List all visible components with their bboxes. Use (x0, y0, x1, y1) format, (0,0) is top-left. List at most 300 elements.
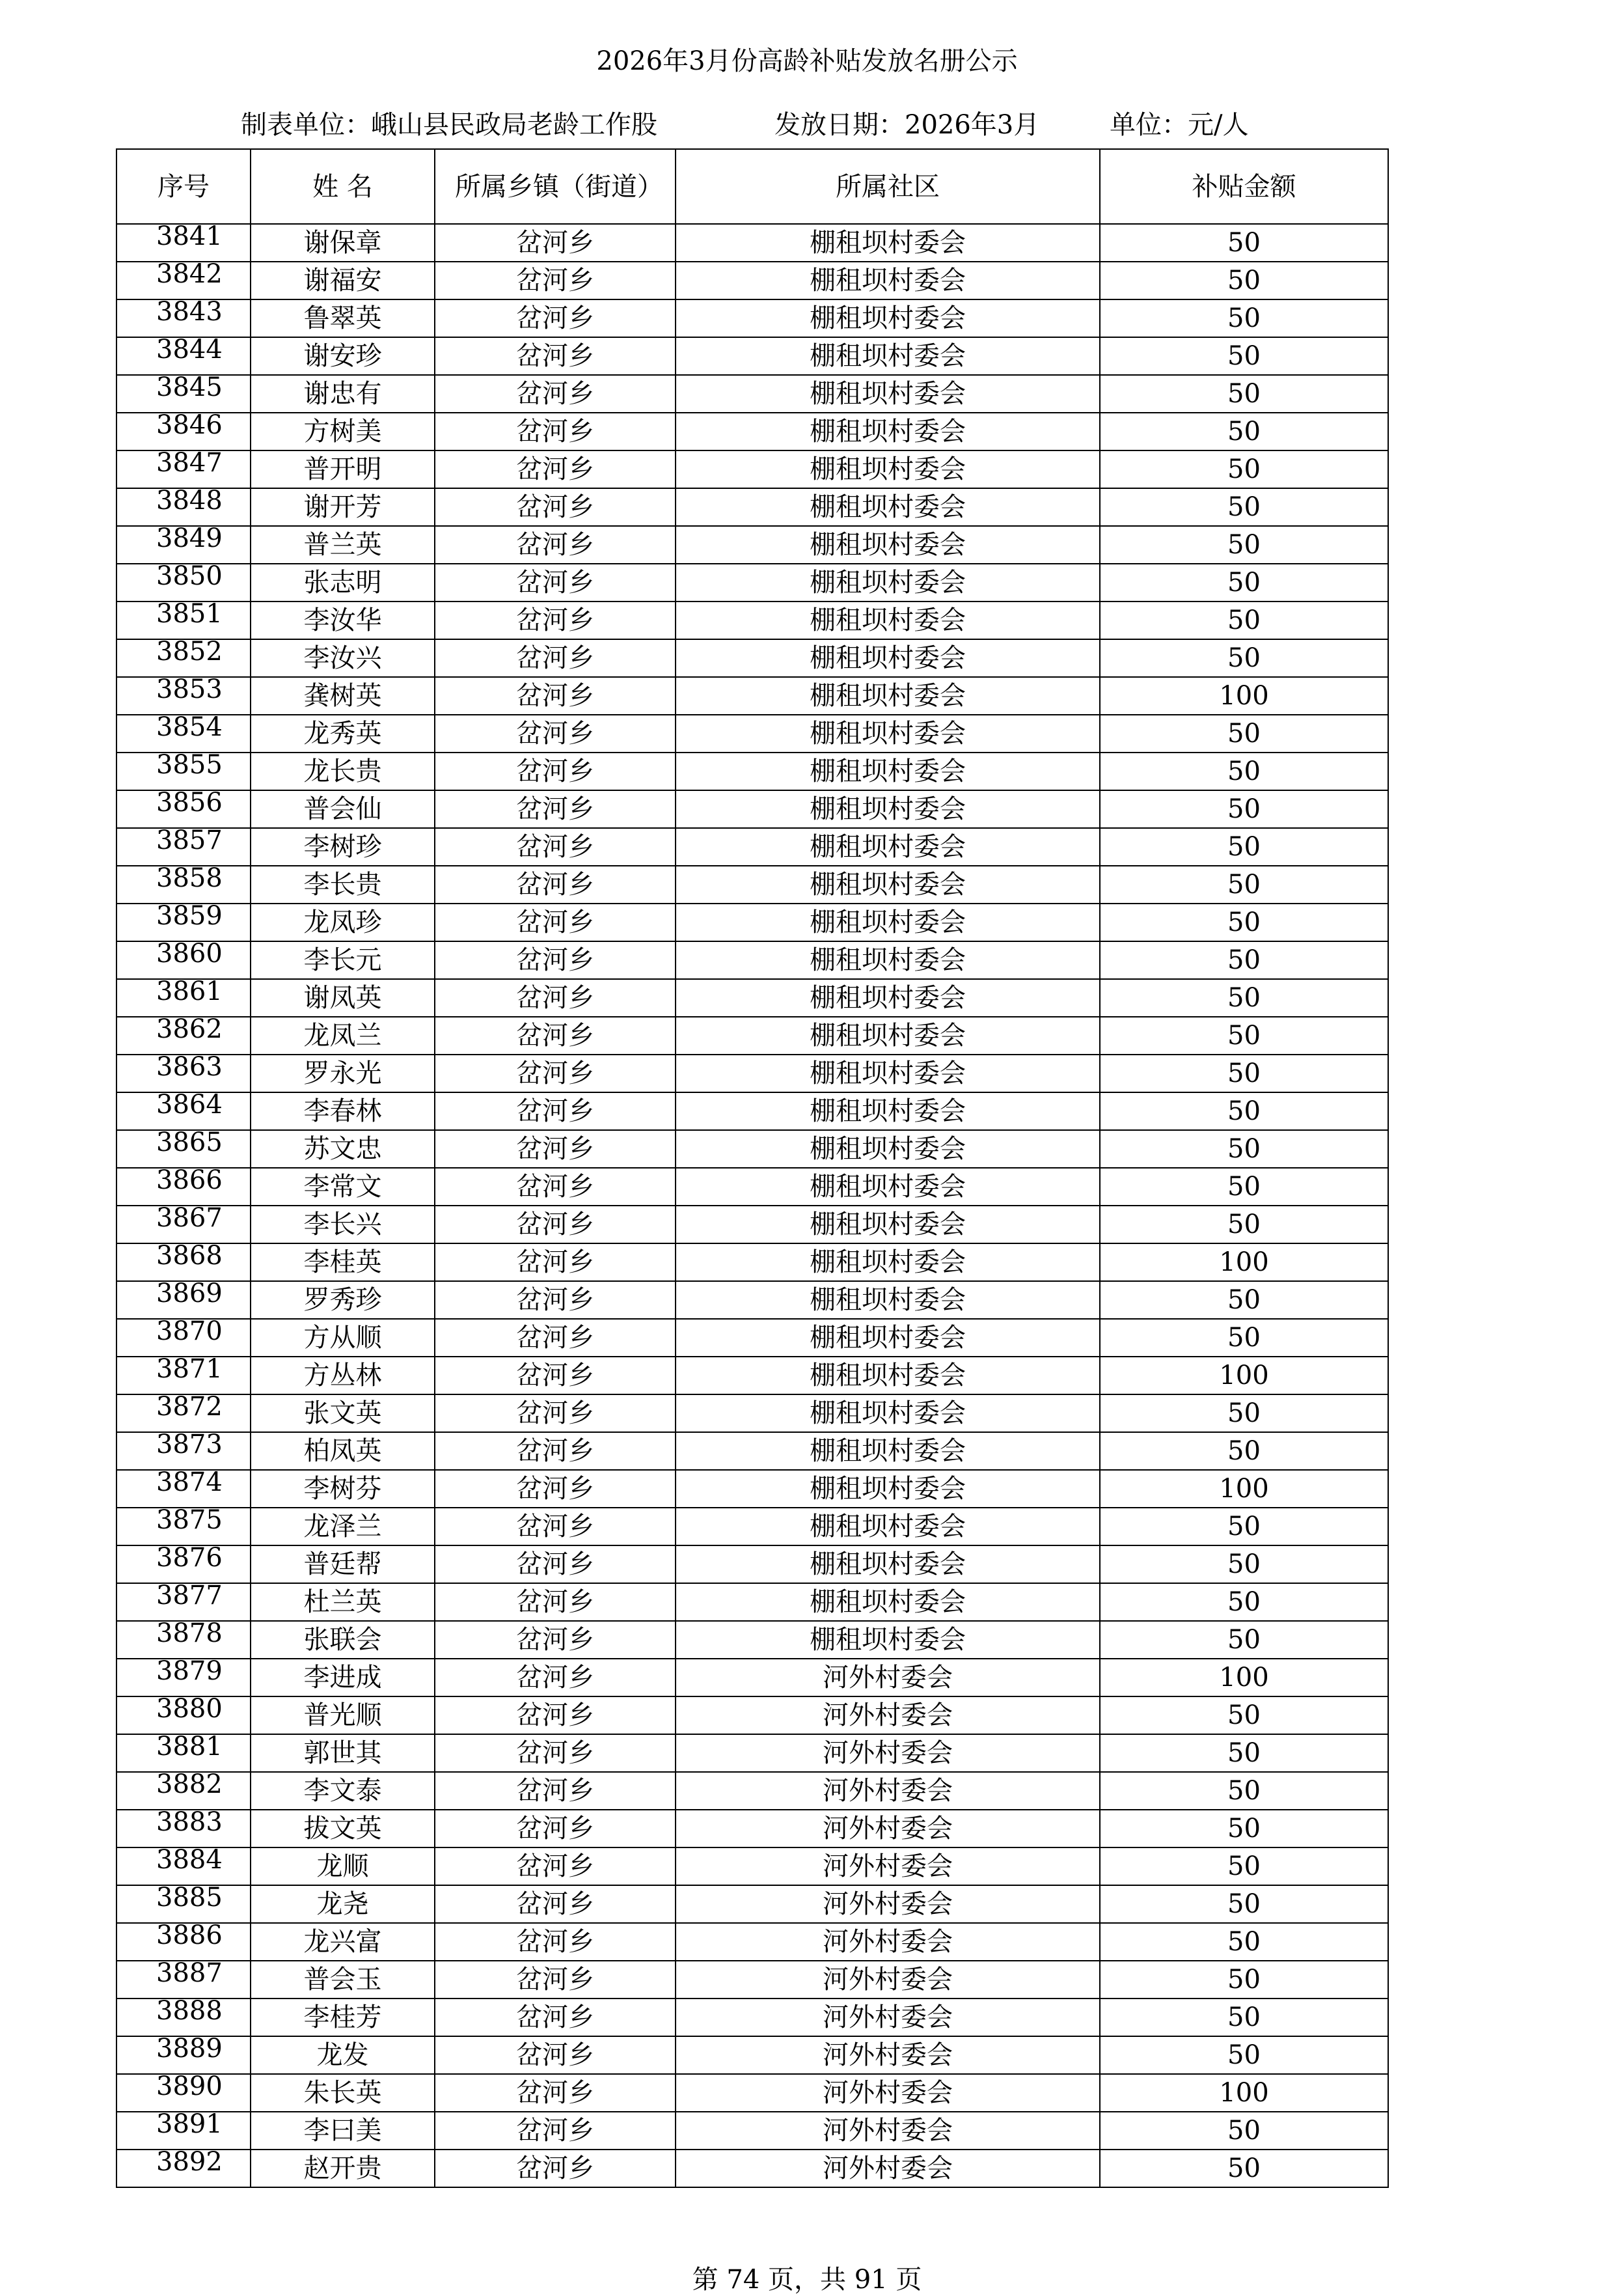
cell-community (676, 2036, 1100, 2074)
cell-name-text: 郭世其 (303, 1738, 382, 1768)
cell-town (435, 1810, 676, 1847)
cell-name-text: 龙尧 (316, 1889, 369, 1919)
cell-name (251, 1621, 435, 1659)
cell-name-text: 谢安珍 (303, 341, 382, 371)
cell-community (676, 1432, 1100, 1470)
cell-community (676, 1281, 1100, 1319)
cell-name-text: 普开明 (303, 454, 382, 484)
header-amount: 补贴金额 (1100, 149, 1388, 224)
cell-amount-text: 50 (1227, 1134, 1261, 1164)
table-row (116, 1470, 1388, 1508)
cell-index-text: 3857 (156, 828, 223, 855)
cell-name (251, 564, 435, 602)
cell-town-text: 岔河乡 (516, 1021, 594, 1051)
table-row (116, 299, 1388, 337)
cell-community-text: 棚租坝村委会 (810, 568, 966, 598)
cell-amount (1100, 1281, 1388, 1319)
cell-town-text: 岔河乡 (516, 454, 594, 484)
cell-index (116, 1206, 251, 1243)
cell-name-text: 李树珍 (303, 832, 382, 862)
table-row (116, 1734, 1388, 1772)
cell-index-text: 3879 (156, 1659, 223, 1686)
cell-community-text: 棚租坝村委会 (810, 530, 966, 560)
cell-amount-text: 50 (1227, 530, 1261, 560)
cell-town (435, 299, 676, 337)
cell-index-text: 3889 (156, 2036, 223, 2064)
cell-name-text: 龙秀英 (303, 719, 382, 749)
cell-name (251, 1319, 435, 1357)
cell-community (676, 1961, 1100, 1999)
cell-community-text: 河外村委会 (823, 2078, 953, 2108)
cell-amount-text: 50 (1227, 2153, 1261, 2183)
cell-community-text: 棚租坝村委会 (810, 756, 966, 786)
cell-town-text: 岔河乡 (516, 1549, 594, 1579)
table-row (116, 1923, 1388, 1961)
cell-community (676, 904, 1100, 941)
cell-town-text: 岔河乡 (516, 1398, 594, 1428)
table-row (116, 1961, 1388, 1999)
cell-town (435, 1017, 676, 1055)
cell-amount-text: 50 (1227, 1285, 1261, 1315)
table-row (116, 1055, 1388, 1092)
cell-community-text: 河外村委会 (823, 1965, 953, 1995)
cell-community (676, 1583, 1100, 1621)
cell-amount (1100, 866, 1388, 904)
table-row (116, 2150, 1388, 2187)
cell-amount-text: 50 (1227, 266, 1261, 296)
cell-town-text: 岔河乡 (516, 1814, 594, 1844)
cell-community (676, 413, 1100, 450)
cell-name (251, 1168, 435, 1206)
table-row (116, 828, 1388, 866)
cell-town (435, 1206, 676, 1243)
cell-index (116, 299, 251, 337)
cell-amount (1100, 1017, 1388, 1055)
cell-amount (1100, 1357, 1388, 1394)
cell-amount-text: 50 (1227, 1210, 1261, 1239)
cell-name-text: 龙顺 (316, 1851, 369, 1881)
cell-community-text: 棚租坝村委会 (810, 1096, 966, 1126)
table-row (116, 1847, 1388, 1885)
cell-town (435, 790, 676, 828)
cell-index-text: 3865 (156, 1130, 223, 1157)
cell-town (435, 1432, 676, 1470)
cell-name-text: 李文泰 (303, 1776, 382, 1806)
cell-amount-text: 100 (1219, 1474, 1269, 1504)
cell-amount (1100, 1583, 1388, 1621)
cell-community (676, 1394, 1100, 1432)
table-row (116, 2112, 1388, 2150)
table-row (116, 1168, 1388, 1206)
cell-index (116, 488, 251, 526)
cell-community (676, 790, 1100, 828)
cell-community-text: 河外村委会 (823, 2002, 953, 2032)
cell-town (435, 1319, 676, 1357)
cell-name-text: 罗永光 (303, 1058, 382, 1088)
cell-amount (1100, 2112, 1388, 2150)
cell-community (676, 1659, 1100, 1696)
table-row (116, 224, 1388, 262)
cell-index-text: 3883 (156, 1810, 223, 1837)
cell-name-text: 鲁翠英 (303, 303, 382, 333)
cell-index (116, 715, 251, 753)
cell-name-text: 拔文英 (303, 1814, 382, 1844)
cell-town-text: 岔河乡 (516, 1663, 594, 1693)
cell-amount (1100, 1055, 1388, 1092)
cell-town (435, 1659, 676, 1696)
cell-amount (1100, 979, 1388, 1017)
cell-town-text: 岔河乡 (516, 1512, 594, 1542)
cell-index (116, 904, 251, 941)
cell-town (435, 1281, 676, 1319)
cell-amount-text: 50 (1227, 1398, 1261, 1428)
cell-name-text: 张志明 (303, 568, 382, 598)
cell-amount (1100, 941, 1388, 979)
cell-town-text: 岔河乡 (516, 794, 594, 824)
cell-name (251, 1432, 435, 1470)
cell-amount-text: 100 (1219, 1663, 1269, 1693)
cell-amount-text: 100 (1219, 1247, 1269, 1277)
cell-index-text: 3860 (156, 941, 223, 969)
cell-index (116, 941, 251, 979)
cell-town (435, 828, 676, 866)
cell-amount-text: 50 (1227, 870, 1261, 900)
cell-amount (1100, 526, 1388, 564)
cell-index-text: 3871 (156, 1357, 223, 1384)
cell-name-text: 李长兴 (303, 1210, 382, 1239)
cell-town-text: 岔河乡 (516, 1361, 594, 1390)
cell-name-text: 柏凤英 (303, 1436, 382, 1466)
cell-amount (1100, 1847, 1388, 1885)
cell-name (251, 602, 435, 639)
cell-community-text: 棚租坝村委会 (810, 1323, 966, 1353)
table-row (116, 1092, 1388, 1130)
cell-amount (1100, 677, 1388, 715)
cell-town (435, 941, 676, 979)
cell-index (116, 1017, 251, 1055)
cell-index (116, 1583, 251, 1621)
cell-community (676, 1470, 1100, 1508)
cell-name-text: 龙长贵 (303, 756, 382, 786)
cell-community (676, 488, 1100, 526)
cell-name-text: 李进成 (303, 1663, 382, 1693)
cell-town-text: 岔河乡 (516, 832, 594, 862)
cell-index (116, 1470, 251, 1508)
cell-community-text: 河外村委会 (823, 1889, 953, 1919)
cell-town-text: 岔河乡 (516, 2040, 594, 2070)
cell-town-text: 岔河乡 (516, 530, 594, 560)
cell-amount (1100, 337, 1388, 375)
cell-town-text: 岔河乡 (516, 1134, 594, 1164)
table-row (116, 1281, 1388, 1319)
cell-amount (1100, 828, 1388, 866)
cell-community-text: 棚租坝村委会 (810, 417, 966, 447)
cell-amount-text: 50 (1227, 1851, 1261, 1881)
cell-community-text: 棚租坝村委会 (810, 1436, 966, 1466)
cell-index (116, 866, 251, 904)
cell-name (251, 1734, 435, 1772)
cell-index-text: 3842 (156, 262, 223, 289)
cell-index-text: 3877 (156, 1583, 223, 1611)
cell-index (116, 526, 251, 564)
cell-name (251, 941, 435, 979)
cell-index (116, 1243, 251, 1281)
cell-amount (1100, 753, 1388, 790)
cell-community (676, 1734, 1100, 1772)
cell-town (435, 337, 676, 375)
table-row (116, 1999, 1388, 2036)
cell-index (116, 1508, 251, 1545)
cell-amount (1100, 1961, 1388, 1999)
issue-date: 发放日期：2026年3月 (774, 110, 1040, 140)
cell-name-text: 李长元 (303, 945, 382, 975)
table-row (116, 1243, 1388, 1281)
cell-community (676, 1319, 1100, 1357)
cell-name-text: 普会玉 (303, 1965, 382, 1995)
cell-community-text: 河外村委会 (823, 2153, 953, 2183)
cell-town-text: 岔河乡 (516, 605, 594, 635)
cell-community-text: 河外村委会 (823, 1700, 953, 1730)
cell-name-text: 赵开贵 (303, 2153, 382, 2183)
cell-index (116, 1621, 251, 1659)
cell-town-text: 岔河乡 (516, 1436, 594, 1466)
cell-community (676, 450, 1100, 488)
cell-name (251, 2036, 435, 2074)
cell-town-text: 岔河乡 (516, 1285, 594, 1315)
cell-community-text: 棚租坝村委会 (810, 1285, 966, 1315)
cell-name (251, 1357, 435, 1394)
cell-amount-text: 50 (1227, 1436, 1261, 1466)
cell-amount (1100, 375, 1388, 413)
cell-amount-text: 50 (1227, 379, 1261, 409)
cell-index (116, 2036, 251, 2074)
cell-name-text: 谢保章 (303, 228, 382, 258)
cell-town-text: 岔河乡 (516, 2002, 594, 2032)
cell-amount (1100, 2074, 1388, 2112)
table-row (116, 375, 1388, 413)
cell-name (251, 1583, 435, 1621)
cell-name-text: 杜兰英 (303, 1587, 382, 1617)
cell-amount (1100, 1734, 1388, 1772)
cell-amount (1100, 262, 1388, 299)
cell-name (251, 1206, 435, 1243)
cell-amount (1100, 715, 1388, 753)
cell-community (676, 1092, 1100, 1130)
cell-town-text: 岔河乡 (516, 417, 594, 447)
cell-town-text: 岔河乡 (516, 643, 594, 673)
cell-name (251, 979, 435, 1017)
cell-index (116, 1961, 251, 1999)
cell-index (116, 1168, 251, 1206)
cell-town (435, 1545, 676, 1583)
cell-town (435, 450, 676, 488)
table-row (116, 2036, 1388, 2074)
cell-amount (1100, 2150, 1388, 2187)
cell-name (251, 1772, 435, 1810)
cell-community (676, 1130, 1100, 1168)
cell-name (251, 2074, 435, 2112)
cell-index-text: 3841 (156, 224, 223, 251)
cell-name (251, 828, 435, 866)
cell-index (116, 2150, 251, 2187)
cell-index (116, 1281, 251, 1319)
cell-community (676, 1168, 1100, 1206)
header-town: 所属乡镇（街道） (435, 149, 676, 224)
cell-index (116, 1923, 251, 1961)
table-row (116, 1659, 1388, 1696)
cell-name-text: 方从顺 (303, 1323, 382, 1353)
cell-name-text: 张文英 (303, 1398, 382, 1428)
cell-community (676, 1206, 1100, 1243)
cell-amount (1100, 1168, 1388, 1206)
cell-index (116, 2074, 251, 2112)
cell-index-text: 3888 (156, 1999, 223, 2026)
table-row (116, 677, 1388, 715)
subsidy-table (116, 148, 1389, 2188)
cell-town (435, 602, 676, 639)
cell-town (435, 753, 676, 790)
cell-amount-text: 50 (1227, 454, 1261, 484)
cell-amount (1100, 1394, 1388, 1432)
cell-community (676, 1621, 1100, 1659)
cell-name (251, 1696, 435, 1734)
cell-amount-text: 50 (1227, 2002, 1261, 2032)
cell-index (116, 1055, 251, 1092)
cell-community (676, 602, 1100, 639)
cell-amount-text: 50 (1227, 756, 1261, 786)
cell-amount (1100, 1092, 1388, 1130)
cell-community (676, 1243, 1100, 1281)
table-row (116, 1696, 1388, 1734)
cell-town (435, 1885, 676, 1923)
cell-index-text: 3848 (156, 488, 223, 516)
cell-index (116, 639, 251, 677)
cell-name-text: 张联会 (303, 1625, 382, 1655)
cell-town (435, 1470, 676, 1508)
cell-amount-text: 50 (1227, 907, 1261, 937)
cell-amount (1100, 299, 1388, 337)
cell-town-text: 岔河乡 (516, 1965, 594, 1995)
cell-community-text: 棚租坝村委会 (810, 303, 966, 333)
cell-town-text: 岔河乡 (516, 870, 594, 900)
table-body (116, 224, 1388, 2187)
cell-amount (1100, 1470, 1388, 1508)
cell-index-text: 3881 (156, 1734, 223, 1762)
table-row (116, 1130, 1388, 1168)
cell-town-text: 岔河乡 (516, 266, 594, 296)
cell-index (116, 564, 251, 602)
cell-amount (1100, 1206, 1388, 1243)
cell-index-text: 3846 (156, 413, 223, 440)
cell-name (251, 2112, 435, 2150)
table-row (116, 1621, 1388, 1659)
cell-community (676, 526, 1100, 564)
cell-community-text: 河外村委会 (823, 2040, 953, 2070)
cell-community (676, 375, 1100, 413)
cell-town (435, 1243, 676, 1281)
cell-amount-text: 50 (1227, 1096, 1261, 1126)
cell-town-text: 岔河乡 (516, 1172, 594, 1202)
cell-town (435, 677, 676, 715)
table-row (116, 564, 1388, 602)
cell-town-text: 岔河乡 (516, 1738, 594, 1768)
cell-name (251, 1999, 435, 2036)
cell-amount (1100, 1130, 1388, 1168)
cell-index (116, 828, 251, 866)
cell-community-text: 河外村委会 (823, 1738, 953, 1768)
cell-amount (1100, 639, 1388, 677)
cell-town-text: 岔河乡 (516, 907, 594, 937)
cell-index (116, 1432, 251, 1470)
cell-index-text: 3878 (156, 1621, 223, 1648)
cell-amount (1100, 1432, 1388, 1470)
cell-name-text: 李汝华 (303, 605, 382, 635)
table-row (116, 1885, 1388, 1923)
cell-index-text: 3870 (156, 1319, 223, 1346)
cell-town (435, 639, 676, 677)
cell-community-text: 棚租坝村委会 (810, 907, 966, 937)
table-row (116, 602, 1388, 639)
cell-index (116, 1999, 251, 2036)
cell-amount-text: 50 (1227, 794, 1261, 824)
cell-name-text: 李桂芳 (303, 2002, 382, 2032)
cell-community (676, 941, 1100, 979)
cell-community (676, 1885, 1100, 1923)
cell-name-text: 龙泽兰 (303, 1512, 382, 1542)
cell-name (251, 1923, 435, 1961)
cell-name (251, 413, 435, 450)
cell-index-text: 3890 (156, 2074, 223, 2101)
cell-amount-text: 50 (1227, 1172, 1261, 1202)
cell-name (251, 299, 435, 337)
cell-community (676, 299, 1100, 337)
table-row (116, 526, 1388, 564)
cell-index-text: 3869 (156, 1281, 223, 1308)
cell-community-text: 棚租坝村委会 (810, 492, 966, 522)
header-index: 序号 (116, 149, 251, 224)
table-row (116, 262, 1388, 299)
cell-index (116, 1092, 251, 1130)
cell-index-text: 3891 (156, 2112, 223, 2139)
cell-amount-text: 50 (1227, 983, 1261, 1013)
cell-town (435, 413, 676, 450)
cell-amount-text: 50 (1227, 1323, 1261, 1353)
cell-town (435, 2074, 676, 2112)
cell-community (676, 1847, 1100, 1885)
cell-index-text: 3880 (156, 1696, 223, 1724)
cell-name (251, 1394, 435, 1432)
cell-name (251, 526, 435, 564)
cell-index-text: 3873 (156, 1432, 223, 1459)
page-title: 2026年3月份高龄补贴发放名册公示 (596, 46, 1018, 76)
cell-name-text: 李长贵 (303, 870, 382, 900)
cell-community-text: 棚租坝村委会 (810, 1172, 966, 1202)
cell-index-text: 3852 (156, 639, 223, 667)
cell-community (676, 639, 1100, 677)
cell-town-text: 岔河乡 (516, 1096, 594, 1126)
cell-community (676, 1923, 1100, 1961)
cell-town-text: 岔河乡 (516, 681, 594, 711)
cell-town (435, 866, 676, 904)
cell-name-text: 普廷帮 (303, 1549, 382, 1579)
cell-town-text: 岔河乡 (516, 2153, 594, 2183)
table-row (116, 904, 1388, 941)
cell-index-text: 3892 (156, 2150, 223, 2177)
cell-amount-text: 50 (1227, 2116, 1261, 2146)
cell-community-text: 棚租坝村委会 (810, 1512, 966, 1542)
cell-name-text: 谢开芳 (303, 492, 382, 522)
cell-index-text: 3849 (156, 526, 223, 553)
